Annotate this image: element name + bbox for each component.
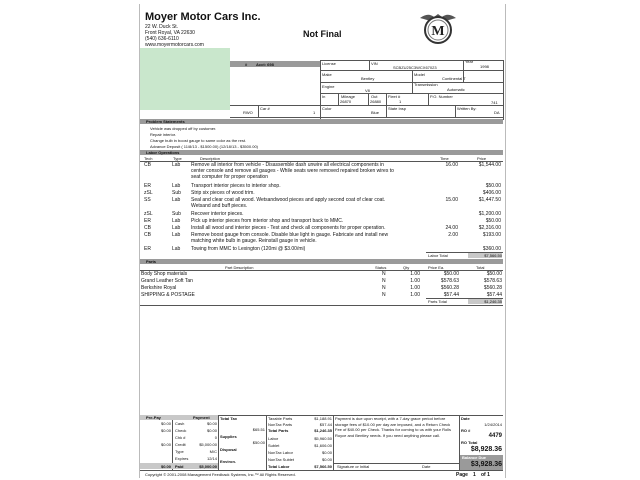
prepay-val: $0.00 [206, 421, 217, 426]
company-address2: Front Royal, VA 22630 [145, 30, 195, 36]
labor-desc: Wetsand and buff pieces. [191, 203, 248, 209]
transmission-value: Automatic [447, 87, 465, 92]
make-value: Bentley [361, 76, 375, 81]
part-qty: 1.00 [410, 292, 420, 298]
supplies-label: Supplies [220, 434, 237, 439]
problem-line: Repair interior. [150, 132, 177, 137]
vin-value: SCBZU25C3WCX67023 [393, 65, 437, 70]
model-label: Model [414, 72, 425, 77]
labor-type: Sub [172, 190, 181, 196]
part-qty: 1.00 [410, 285, 420, 291]
summary-label: NonTax Labor [268, 450, 293, 455]
labor-type: Lab [172, 183, 181, 189]
paid-value: $5,000.00 [199, 464, 217, 469]
labor-price: $360.00 [482, 246, 501, 252]
mileage-in: 26870 [340, 99, 352, 104]
parts-col-price: Price Ea. [428, 265, 445, 270]
parts-total-label: Parts Total [428, 299, 447, 304]
summary-label: Total Labor [268, 464, 290, 469]
po-value: 741 [491, 100, 498, 105]
summary-label: Sublet [268, 443, 280, 448]
engine-value: V8 [365, 88, 370, 93]
part-qty: 1.00 [410, 271, 420, 277]
labor-col-tech: Tech [144, 156, 153, 161]
labor-col-desc: Description [200, 156, 221, 161]
color-value: Blue [371, 110, 380, 115]
prepay-val: $5,000.00 [199, 442, 217, 447]
year-label: Year [465, 59, 474, 64]
page-of: of 1 [481, 472, 490, 478]
environ-label: Environ. [220, 459, 237, 464]
labor-desc: Remove all interior from vehicle - Disassemble dash unwire all electrical components in [191, 162, 384, 168]
in-label: In [322, 94, 326, 99]
mileage-label: Mileage [341, 94, 356, 99]
labor-price: $193.00 [482, 232, 501, 238]
written-by-label: Written By: [457, 106, 477, 111]
signature-date-label: Date [422, 464, 431, 469]
labor-desc: Pick up interior pieces from interior shop and transport back to MMC. [191, 218, 344, 224]
parts-col-total: Total [476, 265, 485, 270]
summary-value: $1,246.35 [314, 428, 332, 433]
ro-hash: # [245, 62, 248, 67]
part-status: N [382, 278, 386, 284]
labor-type: Sub [172, 211, 181, 217]
copyright-text: Copyright © 2001-2008 Management Feedback Systems, Inc.™ All Rights Reserved. [145, 472, 296, 477]
labor-price: $2,316.00 [478, 225, 501, 231]
acct-label: Acct: 698 [256, 62, 274, 67]
footer-date-value: 1/24/2014 [484, 422, 502, 427]
page-num: 1 [473, 472, 476, 478]
payment-label: Payment [193, 415, 210, 420]
signature-label: Signature or Initial [337, 464, 370, 469]
prepay-val: $0.00 [206, 428, 217, 433]
labor-type: Lab [172, 225, 181, 231]
engine-label: Engine [322, 84, 335, 89]
labor-price: $1,447.50 [478, 197, 501, 203]
labor-price: $50.00 [485, 183, 501, 189]
color-label: Color [322, 106, 332, 111]
labor-desc: Transport interior pieces to interior shop. [191, 183, 281, 189]
summary-label: Total Parts [268, 428, 289, 433]
labor-tech: CB [144, 232, 151, 238]
summary-value: $1,188.91 [314, 416, 332, 421]
prepay-val: M/C [209, 449, 217, 454]
ro-value: 4479 [488, 433, 502, 439]
labor-time: 2.00 [448, 232, 458, 238]
vin-label: VIN [371, 61, 378, 66]
problem-line: Vehicle was dropped off by customer. [150, 126, 217, 131]
summary-value: $7,566.50 [314, 464, 332, 469]
part-desc: Body Shop materials [141, 271, 188, 277]
footer-date-label: Date [461, 416, 470, 421]
labor-tech: CB [144, 225, 151, 231]
prepay-label: Type [175, 449, 184, 454]
part-price: $560.28 [440, 285, 459, 291]
labor-tech: ER [144, 246, 151, 252]
part-status: N [382, 285, 386, 291]
balance-due-value: $3,928.36 [470, 461, 502, 468]
labor-type: Lab [172, 197, 181, 203]
labor-desc: Seal and clear coat all wood. Wetsandwood pieces and apply second coat of clear coat. [191, 197, 386, 203]
company-phone: (540) 636-6110 [145, 36, 179, 42]
part-price: $50.00 [443, 271, 459, 277]
prepay-label: Check [175, 428, 187, 433]
parts-col-desc: Part Description [225, 265, 254, 270]
parts-col-status: Status [375, 265, 387, 270]
summary-label: NonTax Parts [268, 422, 293, 427]
part-status: N [382, 292, 386, 298]
labor-title: Labor Operations [146, 150, 180, 155]
part-desc: SHIPPING & POSTAGE [141, 292, 195, 298]
labor-price: $1,544.00 [478, 162, 501, 168]
car-value: 1 [313, 110, 316, 115]
part-price: $578.63 [440, 278, 459, 284]
prepay-label: Cash [175, 421, 185, 426]
paid-label: Paid [175, 464, 184, 469]
ro-total-label: RO Total [461, 440, 478, 445]
labor-type: Lab [172, 232, 181, 238]
labor-col-type: Type [173, 156, 182, 161]
car-label: Car # [260, 106, 270, 111]
ro-total-value: $8,928.36 [470, 446, 502, 453]
labor-time: 15.00 [445, 197, 458, 203]
labor-tech: ER [144, 218, 151, 224]
part-status: N [382, 271, 386, 277]
company-address1: 22 W. Duck St. [145, 24, 179, 30]
transmission-label: Transmission [414, 82, 438, 87]
year-value: 1998 [480, 64, 489, 69]
prepay-amt: $0.00 [160, 421, 171, 426]
balance-due-label: Balance Due [462, 455, 487, 460]
make-label: Make [322, 72, 332, 77]
labor-desc: Install all wood and interior pieces - Test and check all components for proper operation. [191, 225, 386, 231]
summary-value: $0.00 [321, 457, 332, 462]
summary-label: NonTax Sublet [268, 457, 295, 462]
problem-title: Problem Statements [146, 119, 185, 124]
labor-price: $1,200.00 [478, 211, 501, 217]
part-desc: Grand Leather Soft Tan [141, 278, 193, 284]
written-by-value: DA [494, 110, 500, 115]
prepay-label: Chk # [175, 435, 186, 440]
model-value: Continental T [442, 76, 466, 81]
parts-title: Parts [146, 259, 157, 264]
labor-desc: Remove boost gauge from console. Disable blue light in gauge. Fabricate and install new [191, 232, 389, 238]
svg-text:M: M [431, 24, 445, 39]
part-total: $578.63 [483, 278, 502, 284]
labor-col-price: Price [477, 156, 487, 161]
ro-label: RO # [461, 428, 471, 433]
labor-tech: ER [144, 183, 151, 189]
labor-header-bar [140, 150, 503, 155]
rwo-label: RWO [243, 110, 253, 115]
license-label: License [322, 61, 336, 66]
labor-desc: seat computer for proper operation [191, 174, 268, 180]
part-total: $50.00 [486, 271, 502, 277]
labor-price: $50.00 [485, 218, 501, 224]
fleet-label: Fleet # [388, 94, 401, 99]
prepay-label: Credit [175, 442, 186, 447]
summary-value: $5,960.50 [314, 436, 332, 441]
mileage-out: 26880 [370, 99, 382, 104]
problem-line: Change bulb in boost gauge to same color as the rest. [150, 138, 247, 143]
labor-time: 24.00 [445, 225, 458, 231]
problem-line: Advance Deposit ( 11/8/13 - $1500.00) (12/18/13 - $3500.00) [150, 144, 258, 149]
supplies-value: $50.00 [252, 440, 265, 445]
terms-text: Payment is due upon receipt, with a 7-day grace period before storage fees of $10.00 per day are imposed, and a Return Check Fee of $40.00 per Check. Thanks for coming to us with your Rolls Royce and Bentley needs. If you need anything please call. [335, 416, 451, 438]
moyer-logo-icon [418, 8, 458, 46]
page-label: Page [456, 472, 468, 478]
labor-tech: SS [144, 197, 151, 203]
total-tax-value: $65.51 [252, 427, 265, 432]
customer-info-redacted [140, 48, 230, 110]
status-label: Not Final [303, 29, 342, 39]
labor-total-label: Labor Total [428, 253, 448, 258]
parts-header-bar [140, 259, 503, 264]
prepay-title: Pre-Pay [146, 415, 161, 420]
out-label: Out [371, 94, 378, 99]
labor-total-value: $7,566.50 [468, 253, 502, 258]
labor-desc: Towing from MMC to Lexington (120mi @ $3.00/mi) [191, 246, 306, 252]
summary-label: Taxable Parts [268, 416, 293, 421]
summary-value: $1,606.00 [314, 443, 332, 448]
summary-label: Labor [268, 436, 279, 441]
labor-desc: matching white bulb in gauge. Reinstall gauge in vehicle. [191, 238, 317, 244]
labor-desc: Recover interior pieces. [191, 211, 244, 217]
part-price: $57.44 [443, 292, 459, 298]
labor-tech: CB [144, 162, 151, 168]
acct-strip [230, 61, 320, 67]
company-name: Moyer Motor Cars Inc. [145, 11, 261, 23]
prepay-amt: $0.00 [160, 428, 171, 433]
labor-tech: zSL [144, 211, 153, 217]
labor-time: 16.00 [445, 162, 458, 168]
company-web: www.moyermotorcars.com [145, 42, 204, 48]
fleet-value: 1 [399, 99, 402, 104]
labor-desc: center console and remove all gauges - While seats were removed repaired broken wires to [191, 168, 394, 174]
labor-price: $406.00 [482, 190, 501, 196]
part-total: $560.28 [483, 285, 502, 291]
prepay-label: Expires [175, 456, 189, 461]
prepay-val: 0 [214, 435, 217, 440]
summary-value: $57.44 [319, 422, 332, 427]
summary-value: $0.00 [321, 450, 332, 455]
po-label: P.O. Number [430, 94, 453, 99]
labor-col-time: Time [440, 156, 449, 161]
labor-desc: Strip six pieces of wood trim. [191, 190, 255, 196]
parts-col-qty: Qty [403, 265, 410, 270]
parts-total-value: $1,246.35 [468, 299, 502, 304]
disposal-label: Disposal [220, 447, 237, 452]
labor-type: Lab [172, 218, 181, 224]
labor-type: Lab [172, 162, 181, 168]
prepay-val: 12/14 [206, 456, 217, 461]
problem-header-bar [140, 119, 503, 124]
state-insp-label: State Insp [388, 106, 407, 111]
part-desc: Berkshire Royal [141, 285, 177, 291]
total-tax-label: Total Tax [220, 416, 237, 421]
labor-tech: zSL [144, 190, 153, 196]
part-total: $57.44 [486, 292, 502, 298]
part-qty: 1.00 [410, 278, 420, 284]
labor-type: Lab [172, 246, 181, 252]
prepay-amt: $0.00 [160, 442, 171, 447]
prepay-total-left: $0.00 [160, 464, 171, 469]
